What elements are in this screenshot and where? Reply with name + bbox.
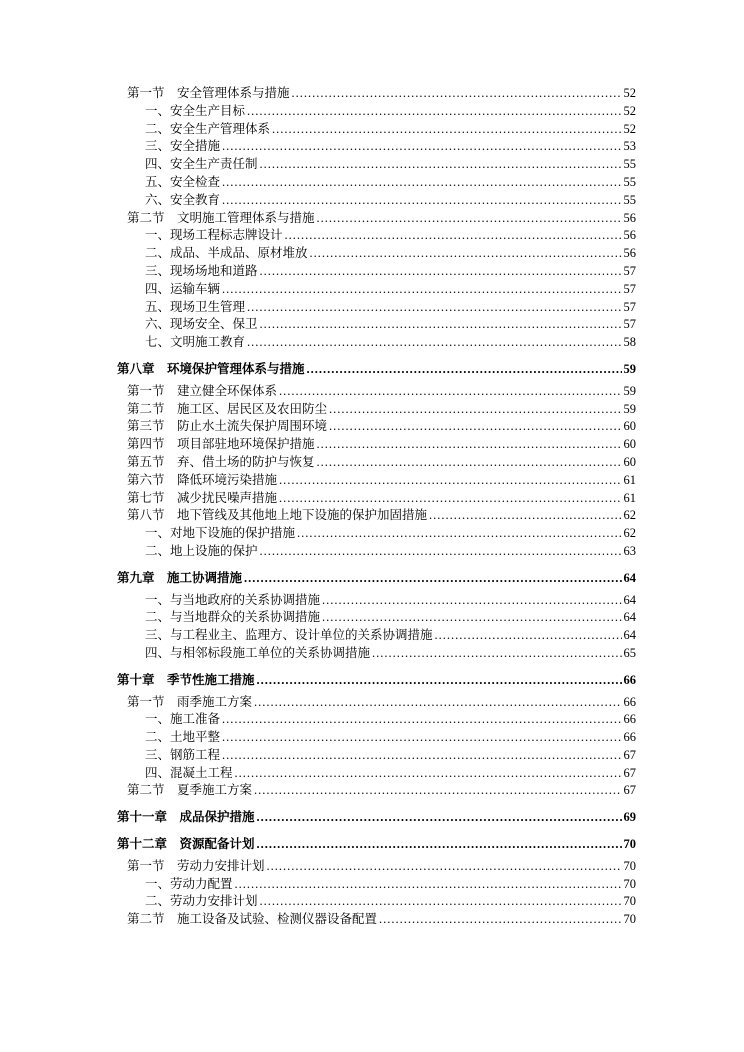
toc-page-number: 64 <box>623 610 636 625</box>
toc-entry-title: 一、施工准备 <box>145 712 221 727</box>
toc-entry-title: 一、现场工程标志牌设计 <box>145 228 283 243</box>
toc-page-number: 70 <box>623 894 636 909</box>
toc-leader-dots <box>247 103 621 121</box>
toc-page-number: 60 <box>623 454 636 469</box>
toc-entry[interactable] <box>117 472 636 490</box>
toc-entry-title: 二、成品、半成品、原材堆放 <box>145 246 308 261</box>
toc-entry[interactable] <box>117 245 636 263</box>
toc-entry[interactable] <box>117 711 636 729</box>
toc-leader-dots <box>222 138 621 156</box>
toc-entry[interactable] <box>117 227 636 245</box>
toc-entry[interactable] <box>117 210 636 228</box>
toc-page-number: 70 <box>623 876 636 891</box>
toc-entry[interactable] <box>117 454 636 472</box>
toc-entry-title: 第一节 安全管理体系与措施 <box>127 86 290 100</box>
toc-leader-dots <box>260 316 622 334</box>
toc-leader-dots <box>260 893 622 911</box>
toc-page-number: 57 <box>623 281 636 296</box>
toc-entry[interactable] <box>117 543 636 561</box>
toc-entry[interactable] <box>117 156 636 174</box>
toc-entry[interactable] <box>117 765 636 783</box>
toc-leader-dots <box>379 911 621 929</box>
toc-page-number: 60 <box>623 419 636 434</box>
toc-entry-title: 七、文明施工教育 <box>145 335 246 350</box>
toc-entry-title: 二、与当地群众的关系协调措施 <box>145 610 321 625</box>
toc-leader-dots <box>279 490 621 508</box>
toc-entry-title: 一、劳动力配置 <box>145 876 233 891</box>
toc-page-number: 67 <box>623 747 636 762</box>
toc-leader-dots <box>307 361 622 379</box>
toc-entry-title: 第十一章 成品保护措施 <box>117 810 255 825</box>
toc-leader-dots <box>222 174 621 192</box>
toc-leader-dots <box>257 672 622 690</box>
toc-leader-dots <box>322 609 621 627</box>
toc-entry[interactable] <box>117 592 636 610</box>
toc-page-number: 62 <box>623 508 636 523</box>
toc-leader-dots <box>317 454 622 472</box>
toc-page-number: 67 <box>623 783 636 798</box>
toc-entry[interactable] <box>117 858 636 876</box>
toc-entry-title: 第二节 施工设备及试验、检测仪器设备配置 <box>127 912 378 927</box>
toc-leader-dots <box>322 592 621 610</box>
toc-page-number: 67 <box>623 765 636 780</box>
toc-leader-dots <box>235 876 622 894</box>
toc-entry-title: 第五节 弃、借土场的防护与恢复 <box>127 454 315 469</box>
toc-page-number: 55 <box>623 174 636 189</box>
toc-leader-dots <box>247 299 621 317</box>
toc-entry-title: 第十章 季节性施工措施 <box>117 672 255 687</box>
toc-entry-title: 四、运输车辆 <box>145 281 221 296</box>
toc-entry[interactable] <box>117 672 636 690</box>
toc-entry-title: 第二节 施工区、居民区及农田防尘 <box>127 401 328 416</box>
toc-entry[interactable] <box>117 893 636 911</box>
toc-leader-dots <box>297 525 621 543</box>
toc-leader-dots <box>272 121 621 139</box>
toc-page-number: 63 <box>623 543 636 558</box>
toc-leader-dots <box>292 85 622 103</box>
toc-entry[interactable] <box>117 281 636 299</box>
toc-entry[interactable] <box>117 316 636 334</box>
toc-page-number: 57 <box>623 263 636 278</box>
toc-entry[interactable] <box>117 876 636 894</box>
toc-page-number: 70 <box>623 912 636 927</box>
toc-leader-dots <box>267 858 622 876</box>
toc-leader-dots <box>329 401 621 419</box>
toc-leader-dots <box>257 836 622 854</box>
toc-page-number: 53 <box>623 139 636 154</box>
toc-leader-dots <box>222 192 621 210</box>
toc-leader-dots <box>260 263 622 281</box>
toc-entry-title: 第八节 地下管线及其他地上地下设施的保护加固措施 <box>127 508 428 523</box>
toc-page-number: 61 <box>623 490 636 505</box>
toc-leader-dots <box>317 210 622 228</box>
toc-entry-title: 第二节 文明施工管理体系与措施 <box>127 210 315 225</box>
toc-page-number: 69 <box>623 810 636 825</box>
toc-entry[interactable] <box>117 836 636 854</box>
toc-entry-title: 一、安全生产目标 <box>145 103 246 118</box>
toc-entry-title: 四、混凝土工程 <box>145 765 233 780</box>
toc-leader-dots <box>254 694 621 712</box>
toc-entry-title: 三、钢筋工程 <box>145 747 221 762</box>
toc-page-number: 56 <box>623 228 636 243</box>
toc-entry-title: 第三节 防止水土流失保护周围环境 <box>127 419 328 434</box>
toc-entry-title: 二、劳动力安排计划 <box>145 894 258 909</box>
toc-leader-dots <box>317 436 622 454</box>
toc-entry[interactable] <box>117 436 636 454</box>
toc-page-number: 64 <box>623 628 636 643</box>
toc-leader-dots <box>222 711 621 729</box>
toc-entry[interactable] <box>117 747 636 765</box>
toc-page-number: 70 <box>623 858 636 873</box>
toc-entry-title: 六、现场安全、保卫 <box>145 317 258 332</box>
toc-entry-title: 二、安全生产管理体系 <box>145 121 271 136</box>
toc-entry[interactable] <box>117 85 636 103</box>
toc-entry-title: 三、现场场地和道路 <box>145 263 258 278</box>
toc-leader-dots <box>247 334 621 352</box>
toc-entry-title: 第四节 项目部驻地环境保护措施 <box>127 437 315 452</box>
toc-page-number: 55 <box>623 157 636 172</box>
toc-entry[interactable] <box>117 103 636 121</box>
toc-page-number: 66 <box>623 694 636 709</box>
toc-entry-title: 第九章 施工协调措施 <box>117 570 243 585</box>
toc-page-number: 60 <box>623 437 636 452</box>
toc-entry-title: 第八章 环境保护管理体系与措施 <box>117 361 305 376</box>
toc-entry[interactable] <box>117 361 636 379</box>
toc-entry[interactable] <box>117 299 636 317</box>
toc-page-number: 52 <box>623 121 636 136</box>
toc-page-number: 59 <box>623 383 636 398</box>
toc-leader-dots <box>310 245 622 263</box>
toc-page-number: 62 <box>623 526 636 541</box>
toc-entry[interactable] <box>117 192 636 210</box>
toc-entry-title: 二、地上设施的保护 <box>145 543 258 558</box>
toc-leader-dots <box>285 227 622 245</box>
toc-entry-title: 第一节 劳动力安排计划 <box>127 858 265 873</box>
toc-page-number: 55 <box>623 192 636 207</box>
toc-entry[interactable] <box>117 694 636 712</box>
toc-leader-dots <box>435 627 622 645</box>
toc-entry-title: 第二节 夏季施工方案 <box>127 783 253 798</box>
toc-leader-dots <box>372 645 621 663</box>
toc-entry[interactable] <box>117 418 636 436</box>
toc-leader-dots <box>260 543 622 561</box>
toc-entry-title: 四、安全生产责任制 <box>145 157 258 172</box>
toc-leader-dots <box>429 507 621 525</box>
toc-page-number: 56 <box>623 246 636 261</box>
toc-leader-dots <box>260 156 622 174</box>
toc-entry[interactable] <box>117 263 636 281</box>
toc-entry-title: 三、与工程业主、监理方、设计单位的关系协调措施 <box>145 628 433 643</box>
toc-leader-dots <box>235 765 622 783</box>
toc-page-number: 64 <box>623 570 636 585</box>
toc-page-number: 57 <box>623 299 636 314</box>
toc-leader-dots <box>279 383 621 401</box>
toc-page-number: 59 <box>623 401 636 416</box>
toc-entry[interactable] <box>117 138 636 156</box>
toc-entry-title: 第十二章 资源配备计划 <box>117 837 255 852</box>
toc-entry[interactable] <box>117 401 636 419</box>
toc-leader-dots <box>244 570 621 588</box>
toc-leader-dots <box>257 809 622 827</box>
toc-page-number: 64 <box>623 592 636 607</box>
toc-entry-title: 第七节 减少扰民噪声措施 <box>127 490 278 505</box>
toc-entry-title: 一、对地下设施的保护措施 <box>145 526 296 541</box>
toc-page-number: 66 <box>623 730 636 745</box>
toc-entry-title: 六、安全教育 <box>145 192 221 207</box>
toc-entry[interactable] <box>117 383 636 401</box>
toc-entry[interactable] <box>117 609 636 627</box>
toc-entry[interactable] <box>117 627 636 645</box>
toc-entry-title: 二、土地平整 <box>145 730 221 745</box>
toc-leader-dots <box>279 472 621 490</box>
toc-entry-title: 第一节 建立健全环保体系 <box>127 383 278 398</box>
toc-page-number: 66 <box>623 672 636 687</box>
toc-page-number: 61 <box>623 472 636 487</box>
toc-entry[interactable] <box>117 334 636 352</box>
toc <box>117 85 636 929</box>
toc-leader-dots <box>222 747 621 765</box>
toc-entry-title: 第一节 雨季施工方案 <box>127 694 253 709</box>
toc-page-number: 70 <box>623 837 636 852</box>
toc-entry-title: 五、安全检查 <box>145 174 221 189</box>
toc-page-number: 66 <box>623 712 636 727</box>
toc-entry[interactable] <box>117 729 636 747</box>
toc-leader-dots <box>329 418 621 436</box>
toc-page-number: 59 <box>623 361 636 376</box>
toc-entry-title: 第六节 降低环境污染措施 <box>127 472 278 487</box>
toc-entry[interactable] <box>117 645 636 663</box>
toc-page-number: 52 <box>623 103 636 118</box>
toc-entry[interactable] <box>117 782 636 800</box>
toc-entry[interactable] <box>117 911 636 929</box>
toc-entry[interactable] <box>117 174 636 192</box>
toc-entry[interactable] <box>117 809 636 827</box>
toc-page-number: 65 <box>623 645 636 660</box>
toc-entry[interactable] <box>117 490 636 508</box>
toc-page-number: 58 <box>623 335 636 350</box>
toc-leader-dots <box>222 281 621 299</box>
toc-leader-dots <box>254 782 621 800</box>
toc-entry-title: 五、现场卫生管理 <box>145 299 246 314</box>
toc-leader-dots <box>222 729 621 747</box>
toc-entry[interactable] <box>117 570 636 588</box>
toc-entry[interactable] <box>117 507 636 525</box>
toc-page-number: 56 <box>623 210 636 225</box>
toc-entry-title: 一、与当地政府的关系协调措施 <box>145 592 321 607</box>
toc-entry[interactable] <box>117 121 636 139</box>
toc-page-number: 57 <box>623 317 636 332</box>
toc-entry-title: 四、与相邻标段施工单位的关系协调措施 <box>145 645 371 660</box>
toc-entry-title: 三、安全措施 <box>145 139 221 154</box>
toc-page-number: 52 <box>623 86 636 100</box>
toc-entry[interactable] <box>117 525 636 543</box>
